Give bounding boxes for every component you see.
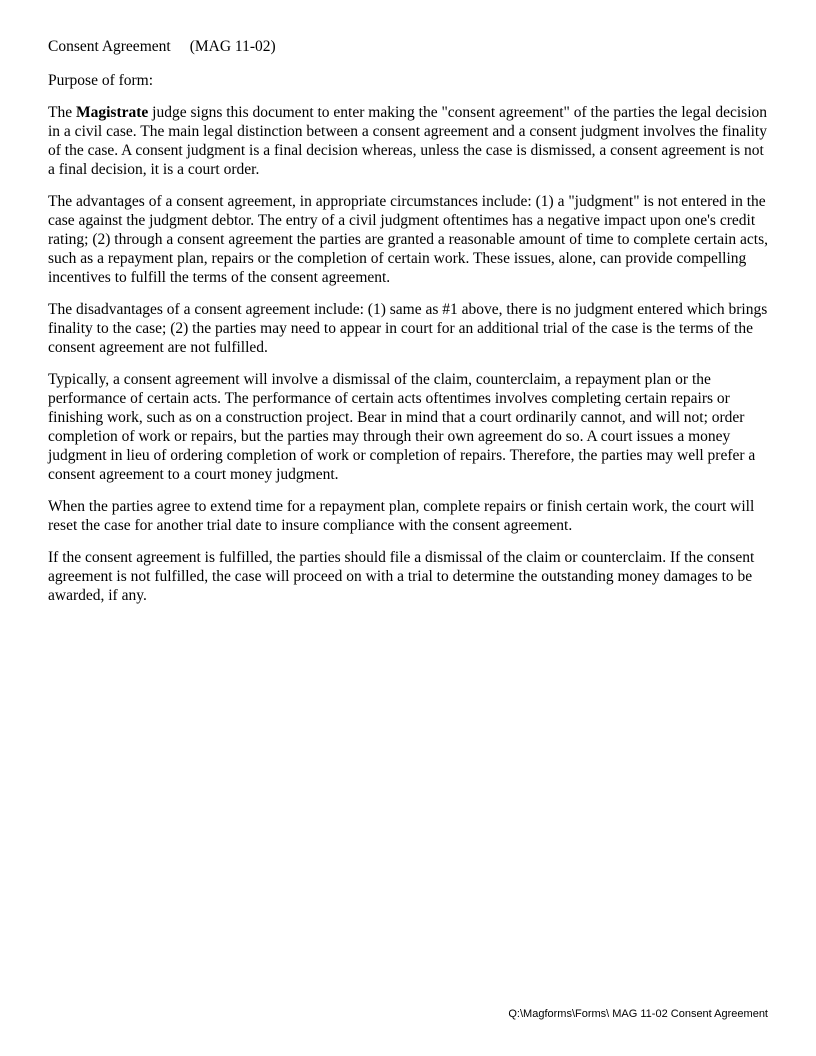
paragraph-advantages: The advantages of a consent agreement, in appropriate circumstances include: (1) a "judgment" is not entered in the case against the judgment debtor. The entry of a civil judgment oftentimes has a negative impact upon one's credit rating; (2) through a consent agreement the parties are granted a reasonable amount of time to complete certain acts, such as a repayment plan, repairs or the completion of certain work. These issues, alone, can provide compelling incentives to fulfill the terms of the consent agreement. bbox=[48, 193, 769, 286]
form-number: (MAG 11-02) bbox=[189, 38, 276, 55]
paragraph-extension: When the parties agree to extend time for a repayment plan, complete repairs or finish certain work, the court will reset the case for another trial date to insure compliance with the consent agreement. bbox=[48, 498, 755, 534]
paragraph-purpose-rest: judge signs this document to enter making the "consent agreement" of the parties the legal decision in a civil case. The main legal distinction between a consent agreement and a consent judgment involves the finality of the case. A consent judgment is a final decision whereas, unless the case is dismissed, a consent agreement is not a final decision, it is a court order. bbox=[48, 104, 768, 178]
document-body bbox=[48, 37, 770, 618]
paragraph-fulfillment: If the consent agreement is fulfilled, the parties should file a dismissal of the claim or counterclaim. If the consent agreement is not fulfilled, the case will proceed on with a trial to determine the outstanding money damages to be awarded, if any. bbox=[48, 549, 755, 604]
magistrate-bold-term: Magistrate bbox=[75, 104, 149, 121]
footer-file-path: Q:\Magforms\Forms\ MAG 11-02 Consent Agreement bbox=[508, 1008, 768, 1020]
document-title-line bbox=[48, 37, 770, 56]
paragraph-purpose bbox=[48, 103, 770, 179]
paragraph-disadvantages: The disadvantages of a consent agreement include: (1) same as #1 above, there is no judgment entered which brings finality to the case; (2) the parties may need to appear in court for an additional trial of the case is the terms of the consent agreement are not fulfilled. bbox=[48, 301, 768, 356]
purpose-heading: Purpose of form: bbox=[48, 72, 154, 89]
paragraph-typical-use: Typically, a consent agreement will involve a dismissal of the claim, counterclaim, a repayment plan or the performance of certain acts. The performance of certain acts oftentimes involves completing certain repairs or finishing work, such as on a construction project. Bear in mind that a court ordinarily cannot, and will not; order completion of work or repairs, but the parties may through their own agreement do so. A court issues a money judgment in lieu of ordering completion of work or completion of repairs. Therefore, the parties may well prefer a consent agreement to a court money judgment. bbox=[48, 371, 756, 483]
document-title: Consent Agreement bbox=[48, 38, 171, 55]
paragraph-purpose-lead: The bbox=[48, 104, 76, 121]
